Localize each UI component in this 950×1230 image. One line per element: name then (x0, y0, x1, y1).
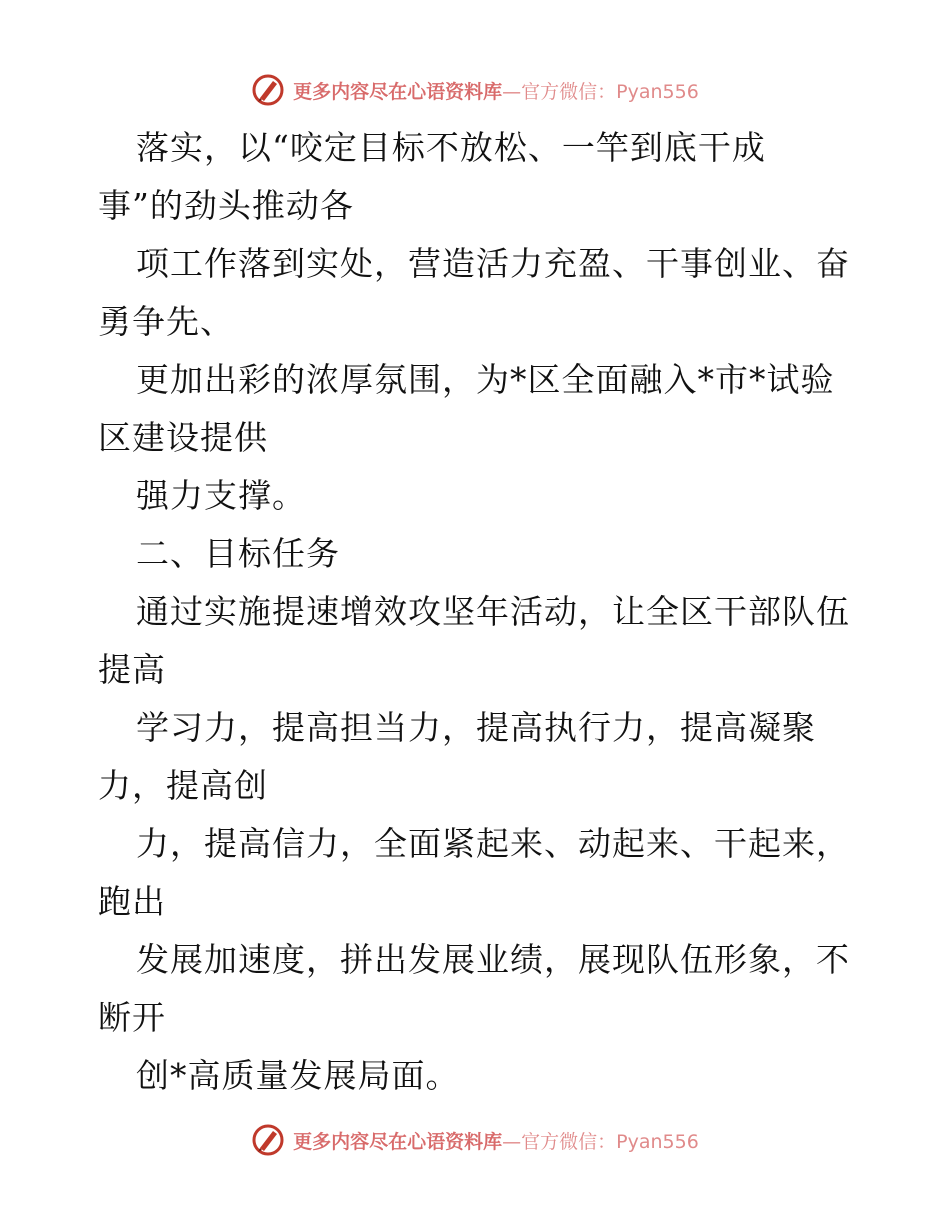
text-line: 发展加速度，拼出发展业绩，展现队伍形象，不 (136, 940, 850, 979)
text-line: 更加出彩的浓厚氛围，为*区全面融入*市*试验 (136, 360, 835, 399)
text-line: 学习力，提高担当力，提高执行力，提高凝聚 (136, 708, 816, 747)
text-line: 强力支撑。 (136, 476, 306, 515)
text-line: 通过实施提速增效攻坚年活动，让全区干部队伍 (136, 592, 850, 631)
watermark-separator: — (502, 80, 522, 103)
text-line: 区建设提供 (98, 418, 268, 457)
text-line: 力，提高创 (98, 766, 268, 805)
text-line: 跑出 (98, 882, 166, 921)
text-line: 落实，以“咬定目标不放松、一竿到底干成 (136, 128, 766, 167)
header-watermark (0, 70, 950, 110)
watermark-contact: 官方微信：Pyan556 (521, 1130, 699, 1153)
watermark-contact: 官方微信：Pyan556 (521, 80, 699, 103)
watermark-brand: 更多内容尽在心语资料库 (293, 80, 503, 103)
text-line: 创*高质量发展局面。 (136, 1056, 460, 1095)
watermark-text (293, 77, 699, 104)
watermark-text (293, 1127, 699, 1154)
footer-watermark (0, 1120, 950, 1160)
text-line: 提高 (98, 650, 166, 689)
pen-logo-icon (251, 1123, 285, 1157)
text-line: 项工作落到实处，营造活力充盈、干事创业、奋 (136, 244, 850, 283)
text-line: 事”的劲头推动各 (98, 186, 354, 225)
text-line: 力，提高信力，全面紧起来、动起来、干起来， (136, 824, 850, 863)
pen-logo-icon (251, 73, 285, 107)
section-heading: 二、目标任务 (136, 534, 340, 573)
watermark-separator: — (502, 1130, 522, 1153)
text-line: 断开 (98, 998, 166, 1037)
watermark-brand: 更多内容尽在心语资料库 (293, 1130, 503, 1153)
text-line: 勇争先、 (98, 302, 234, 341)
